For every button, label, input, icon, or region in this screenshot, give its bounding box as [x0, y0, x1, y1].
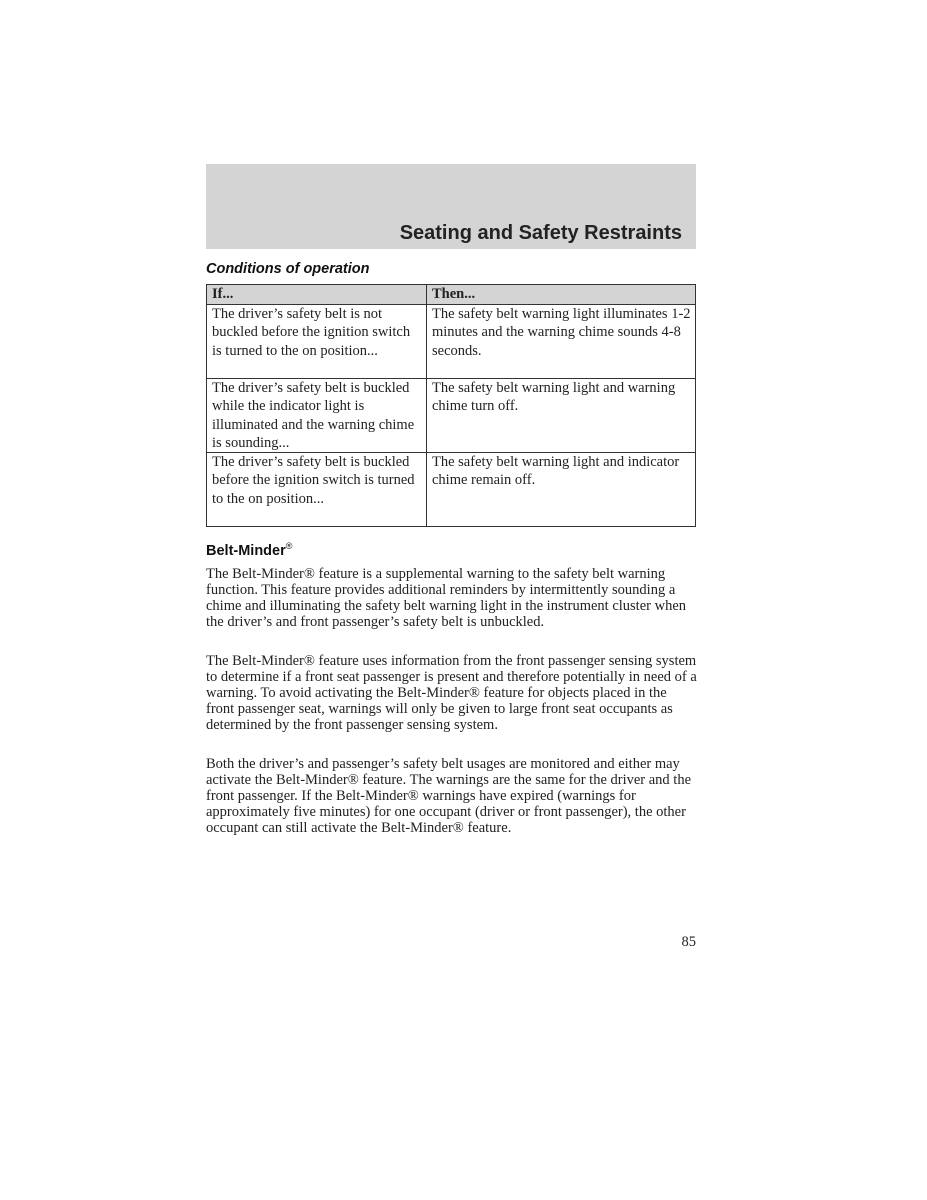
table-cell-condition: The driver’s safety belt is buckled while the indicator light is illuminated and the warning chime is sounding... — [207, 379, 427, 453]
table-row — [207, 379, 696, 453]
table-row — [207, 305, 696, 379]
section-heading: Conditions of operation — [206, 261, 370, 277]
table-header-row — [207, 285, 696, 305]
paragraph: Both the driver’s and passenger’s safety belt usages are monitored and either may activate the Belt-Minder® feature. The warnings are the same for the driver and the front passenger. If the Belt-Minder® warnings have expired (warnings for approximately five minutes) for one occupant (driver or front passenger), the other occupant can still activate the Belt-Minder® feature. — [206, 756, 692, 836]
table-row — [207, 453, 696, 527]
table-cell-result: The safety belt warning light illuminates 1-2 minutes and the warning chime sounds 4-8 seconds. — [427, 305, 696, 379]
chapter-title: Seating and Safety Restraints — [399, 222, 682, 244]
chapter-header-band — [206, 164, 696, 249]
column-header-then: Then... — [427, 285, 696, 305]
table-cell-result: The safety belt warning light and warning chime turn off. — [427, 379, 696, 453]
paragraph: The Belt-Minder® feature is a supplemental warning to the safety belt warning function. This feature provides additional reminders by intermittently sounding a chime and illuminating the safety belt warning light in the instrument cluster when the driver’s and front passenger’s safety belt is unbuckled. — [206, 566, 687, 630]
paragraph: The Belt-Minder® feature uses information from the front passenger sensing system to determine if a front seat passenger is present and therefore potentially in need of a warning. To avoid activating the Belt-Minder® feature for objects placed in the front passenger seat, warnings will only be given to large front seat occupants as determined by the front passenger sensing system. — [206, 653, 697, 733]
table-cell-result: The safety belt warning light and indicator chime remain off. — [427, 453, 696, 527]
registered-mark: ® — [285, 541, 293, 551]
table-cell-condition: The driver’s safety belt is buckled before the ignition switch is turned to the on position... — [207, 453, 427, 527]
page-number: 85 — [681, 934, 696, 950]
belt-minder-heading — [206, 541, 292, 559]
table-cell-condition: The driver’s safety belt is not buckled before the ignition switch is turned to the on position... — [207, 305, 427, 379]
belt-minder-heading-text: Belt-Minder — [206, 543, 286, 559]
column-header-if: If... — [207, 285, 427, 305]
conditions-table — [206, 284, 696, 527]
